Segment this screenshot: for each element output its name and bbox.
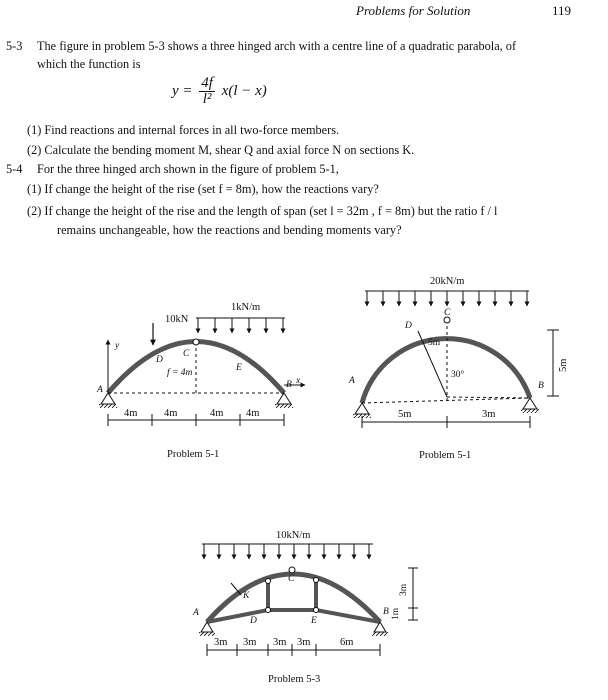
problem-5-3-item2: (2) Calculate the bending moment M, shear Q and axial force N on sections K.	[27, 143, 415, 157]
fig2-pt-c: C	[444, 308, 451, 318]
fig2-dimension-line	[362, 416, 530, 428]
fig3-offset-label: 1m	[391, 607, 401, 620]
fig2-caption: Problem 5-1	[419, 450, 472, 461]
fig3-hinge-d	[266, 608, 271, 613]
fig3-hinge-e	[314, 608, 319, 613]
figure-5-1-circular-arch	[348, 276, 569, 461]
fig3-span-2: 3m	[243, 637, 257, 648]
formula-denominator: l²	[202, 91, 212, 107]
fig1-pt-e: E	[236, 363, 242, 373]
fig3-hinge-top-right	[314, 578, 319, 583]
formula-rhs: x(l − x)	[221, 82, 267, 99]
running-header-title: Problems for Solution	[356, 3, 471, 18]
fig1-span-2: 4m	[164, 408, 178, 419]
fig1-x-label: x	[296, 376, 301, 386]
figure-5-1-arch	[96, 302, 305, 460]
fig2-angle-label: 30°	[451, 370, 465, 380]
page-number: 119	[552, 3, 572, 18]
fig3-tie-chord	[207, 610, 380, 622]
problem-5-3-text-line1: The figure in problem 5-3 shows a three hinged arch with a centre line of a quadratic parabola, of	[37, 39, 517, 53]
fig1-pt-b: B	[286, 380, 292, 390]
problem-5-3-text-line2: which the function is	[37, 57, 141, 71]
problem-5-4-item1: (1) If change the height of the rise (set f = 8m), how the reactions vary?	[27, 182, 379, 196]
fig3-pt-c: C	[288, 574, 295, 584]
fig1-span-3: 4m	[210, 408, 224, 419]
fig3-dist-load-label: 10kN/m	[276, 530, 311, 541]
fig3-span-1: 3m	[214, 637, 228, 648]
fig1-caption: Problem 5-1	[167, 449, 220, 460]
fig2-height-label: 5m	[558, 358, 569, 372]
fig3-hinge-c	[289, 567, 295, 573]
fig3-pt-b: B	[383, 607, 389, 617]
fig1-support-a	[99, 393, 117, 408]
fig1-pt-c: C	[183, 349, 190, 359]
fig2-angle-line	[447, 397, 530, 398]
fig2-pt-a: A	[349, 376, 355, 386]
formula-numerator: 4f	[201, 75, 213, 91]
fig2-span-1: 5m	[398, 409, 412, 420]
fig1-pt-a: A	[97, 385, 103, 395]
fig1-span-1: 4m	[124, 408, 138, 419]
fig2-pt-d: D	[405, 321, 412, 331]
problem-5-4-number: 5-4	[6, 162, 23, 176]
fig3-support-b	[372, 622, 388, 636]
fig3-hinge-top-left	[266, 579, 271, 584]
fig3-caption: Problem 5-3	[268, 674, 321, 685]
problem-5-4-item2-line2: remains unchangeable, how the reactions and bending moments vary?	[57, 223, 402, 237]
problem-5-3-number: 5-3	[6, 39, 23, 53]
figure-5-3-truss-arch	[192, 530, 418, 685]
fig2-dist-load-label: 20kN/m	[430, 276, 465, 287]
fig1-crown-hinge	[193, 339, 199, 345]
fig3-span-5: 6m	[340, 637, 354, 648]
problem-5-4-intro: For the three hinged arch shown in the figure of problem 5-1,	[37, 162, 339, 176]
fig2-radius-label: 5m	[428, 338, 441, 348]
distributed-load-20knm	[365, 291, 529, 306]
fig3-pt-e: E	[311, 616, 317, 626]
fig2-support-a	[353, 403, 371, 418]
distributed-load-1knm	[196, 318, 285, 333]
problem-5-3-item1: (1) Find reactions and internal forces in all two-force members.	[27, 123, 340, 137]
fig1-dist-load-label: 1kN/m	[231, 302, 261, 313]
fig2-baseline	[362, 398, 530, 403]
distributed-load-10knm	[202, 544, 373, 559]
fig3-rise-label: 3m	[399, 583, 409, 596]
fig1-point-load-label: 10kN	[165, 314, 189, 325]
fig2-span-2: 3m	[482, 409, 496, 420]
fig1-pt-d: D	[156, 355, 163, 365]
fig3-height-dimension	[408, 568, 418, 620]
fig3-span-4: 3m	[297, 637, 311, 648]
fig1-span-4: 4m	[246, 408, 260, 419]
fig1-rise-label: f = 4m	[167, 368, 193, 378]
fig3-dimension-line	[207, 644, 380, 656]
fig1-y-label: y	[115, 341, 120, 351]
fig1-support-b	[275, 393, 293, 408]
fig2-pt-b: B	[538, 381, 544, 391]
fig3-pt-d: D	[250, 616, 257, 626]
fig3-support-a	[199, 622, 215, 636]
fig2-support-b	[521, 398, 539, 413]
fig3-pt-a: A	[193, 608, 199, 618]
formula-lhs: y =	[172, 82, 193, 99]
problem-5-4-item2-line1: (2) If change the height of the rise and the length of span (set l = 32m , f = 8m) but the ratio f / l	[27, 204, 498, 218]
fig3-span-3: 3m	[273, 637, 287, 648]
fig2-arch-rib	[362, 339, 530, 403]
fig3-pt-k: K	[243, 591, 250, 601]
